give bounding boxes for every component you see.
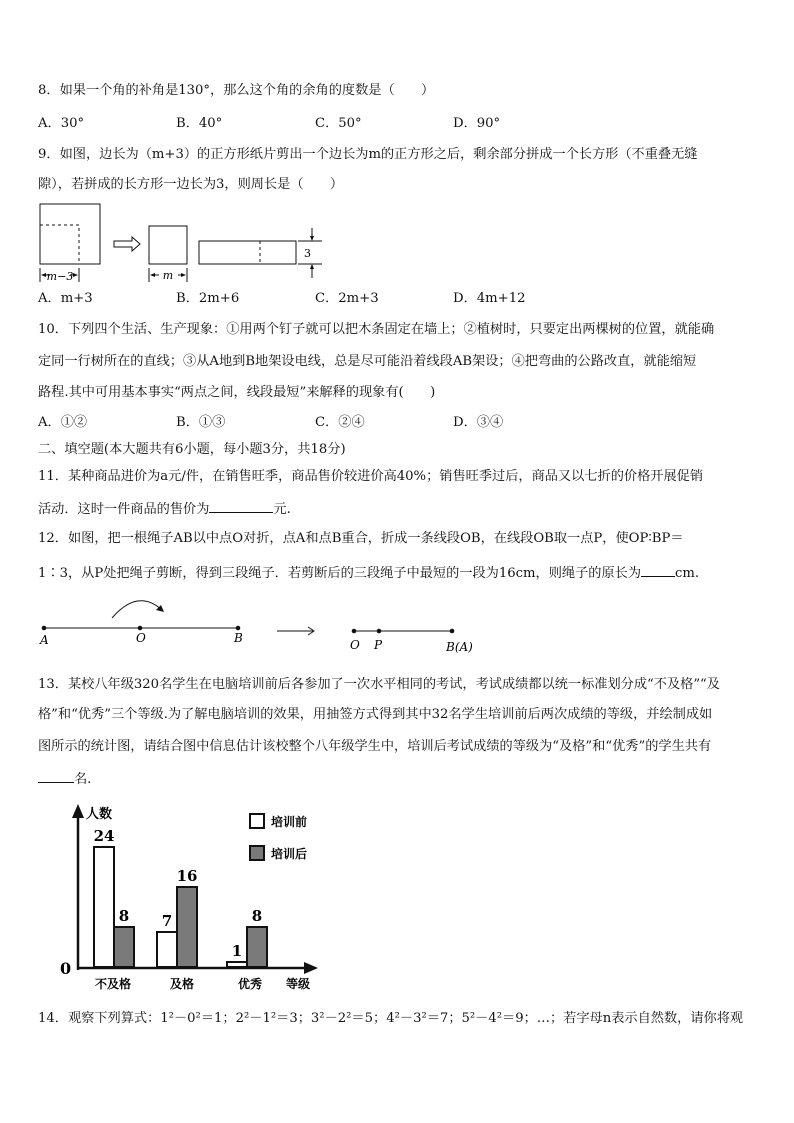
q13-answer-blank[interactable] bbox=[38, 768, 74, 783]
q12-label-ba: B(A) bbox=[446, 640, 473, 654]
chart-category-label-2: 优秀 bbox=[237, 977, 263, 991]
q8-option-a: A．30° bbox=[38, 116, 85, 131]
q12-stem-line1: 12．如图，把一根绳子AB以中点O对折，点A和点B重合，折成一条线段OB，在线段OB取一点P，使OP∶BP＝ bbox=[38, 531, 684, 546]
chart-legend-swatch-before bbox=[250, 814, 264, 828]
chart-bar-0-1 bbox=[114, 927, 134, 967]
q13-stem-line2: 格”和“优秀”三个等级.为了解电脑培训的效果，用抽签方式得到其中32名学生培训前后两次成绩的等级，并绘制成如 bbox=[38, 707, 713, 722]
q9-figure bbox=[36, 198, 336, 286]
q13-stem-line1: 13．某校八年级320名学生在电脑培训前后各参加了一次水平相同的考试，考试成绩都以统一标准划分成“不及格”“及 bbox=[38, 677, 720, 692]
chart-legend-label-before: 培训前 bbox=[271, 815, 308, 829]
q12-figure bbox=[30, 590, 500, 658]
q9-label-small: m bbox=[162, 269, 174, 282]
q8-option-d: D．90° bbox=[453, 116, 501, 131]
q11-stem-line1: 11．某种商品进价为a元/件，在销售旺季，商品售价较进价高40%；销售旺季过后，商品又以七折的价格开展促销 bbox=[38, 469, 704, 484]
chart-value-label-2-0: 1 bbox=[231, 942, 243, 960]
q12-stem-line2 bbox=[38, 562, 699, 583]
q13-text-b: 名. bbox=[74, 772, 92, 787]
chart-value-label-1-1: 16 bbox=[176, 867, 198, 885]
chart-bar-0-0 bbox=[94, 847, 114, 967]
chart-bar-2-1 bbox=[247, 927, 267, 967]
q12-answer-blank[interactable] bbox=[641, 562, 675, 577]
section-heading: 二、填空题(本大题共有6小题，每小题3分，共18分) bbox=[38, 442, 346, 457]
q9-option-d: D．4m+12 bbox=[453, 291, 526, 306]
q12-label-o2: O bbox=[350, 638, 360, 652]
q12-text-a: 1∶3，从P处把绳子剪断，得到三段绳子．若剪断后的三段绳子中最短的一段为16cm，则绳子的原长为 bbox=[38, 566, 642, 581]
q8-option-b: B．40° bbox=[176, 116, 223, 131]
q9-stem-line2: 隙），若拼成的长方形一边长为3，则周长是（ ） bbox=[38, 177, 344, 192]
chart-value-label-2-1: 8 bbox=[251, 907, 263, 925]
q10-stem-line2: 定同一行树所在的直线；③从A地到B地架设电线，总是尽可能沿着线段AB架设；④把弯曲的公路改直，就能缩短 bbox=[38, 354, 697, 369]
q9-label-rect: 3 bbox=[304, 247, 311, 260]
q12-label-o: O bbox=[136, 631, 146, 645]
chart-category-label-1: 及格 bbox=[169, 977, 195, 991]
chart-value-label-0-0: 24 bbox=[93, 827, 115, 845]
q12-label-p: P bbox=[374, 638, 383, 652]
chart-value-label-0-1: 8 bbox=[118, 907, 130, 925]
q9-option-b: B．2m+6 bbox=[176, 291, 240, 306]
chart-category-label-0: 不及格 bbox=[94, 977, 132, 991]
chart-x-axis-label: 等级 bbox=[286, 977, 311, 991]
q10-option-d: D．③④ bbox=[453, 415, 504, 430]
q11-text-b: 元. bbox=[273, 502, 291, 517]
q10-option-c: C．②④ bbox=[315, 415, 365, 430]
q10-stem-line1: 10．下列四个生活、生产现象：①用两个钉子就可以把木条固定在墙上；②植树时，只要定出两棵树的位置，就能确 bbox=[38, 322, 715, 337]
q13-stem-line3: 图所示的统计图，请结合图中信息估计该校整个八年级学生中，培训后考试成绩的等级为“及格”和“优秀”的学生共有 bbox=[38, 739, 712, 754]
q12-label-b: B bbox=[234, 631, 243, 645]
chart-value-label-1-0: 7 bbox=[161, 912, 173, 930]
chart-bar-2-0 bbox=[227, 962, 247, 967]
q13-stem-line4 bbox=[38, 768, 91, 789]
q11-stem-line2 bbox=[38, 498, 291, 519]
q14-stem-line1: 14．观察下列算式：1²－0²＝1；2²－1²＝3；3²－2²＝5；4²－3²＝7；5²－4²＝9；…；若字母n表示自然数，请你将观 bbox=[38, 1011, 744, 1026]
chart-legend-swatch-after bbox=[250, 846, 264, 860]
q10-stem-line3: 路程.其中可用基本事实“两点之间，线段最短”来解释的现象有( ) bbox=[38, 385, 436, 400]
q10-option-b: B．①③ bbox=[176, 415, 226, 430]
chart-bar-1-1 bbox=[177, 887, 197, 967]
q8-option-c: C．50° bbox=[315, 116, 362, 131]
q11-text-a: 活动．这时一件商品的售价为 bbox=[38, 502, 210, 517]
q10-option-a: A．①② bbox=[38, 415, 88, 430]
chart-origin-label: 0 bbox=[60, 959, 72, 978]
chart-y-axis-label: 人数 bbox=[86, 807, 113, 822]
chart-legend-label-after: 培训后 bbox=[271, 847, 308, 861]
q9-stem-line1: 9．如图，边长为（m+3）的正方形纸片剪出一个边长为m的正方形之后，剩余部分拼成一个长方形（不重叠无缝 bbox=[38, 147, 698, 162]
q9-option-a: A．m+3 bbox=[38, 291, 93, 306]
q8-stem: 8．如果一个角的补角是130°，那么这个角的余角的度数是（ ） bbox=[38, 83, 435, 98]
q9-label-big: m−3 bbox=[46, 270, 74, 283]
q9-option-c: C．2m+3 bbox=[315, 291, 379, 306]
q13-bar-chart bbox=[50, 798, 380, 998]
q12-label-a: A bbox=[40, 633, 49, 647]
q11-answer-blank[interactable] bbox=[209, 498, 273, 513]
chart-bar-1-0 bbox=[157, 932, 177, 967]
q12-text-b: cm. bbox=[675, 566, 700, 581]
